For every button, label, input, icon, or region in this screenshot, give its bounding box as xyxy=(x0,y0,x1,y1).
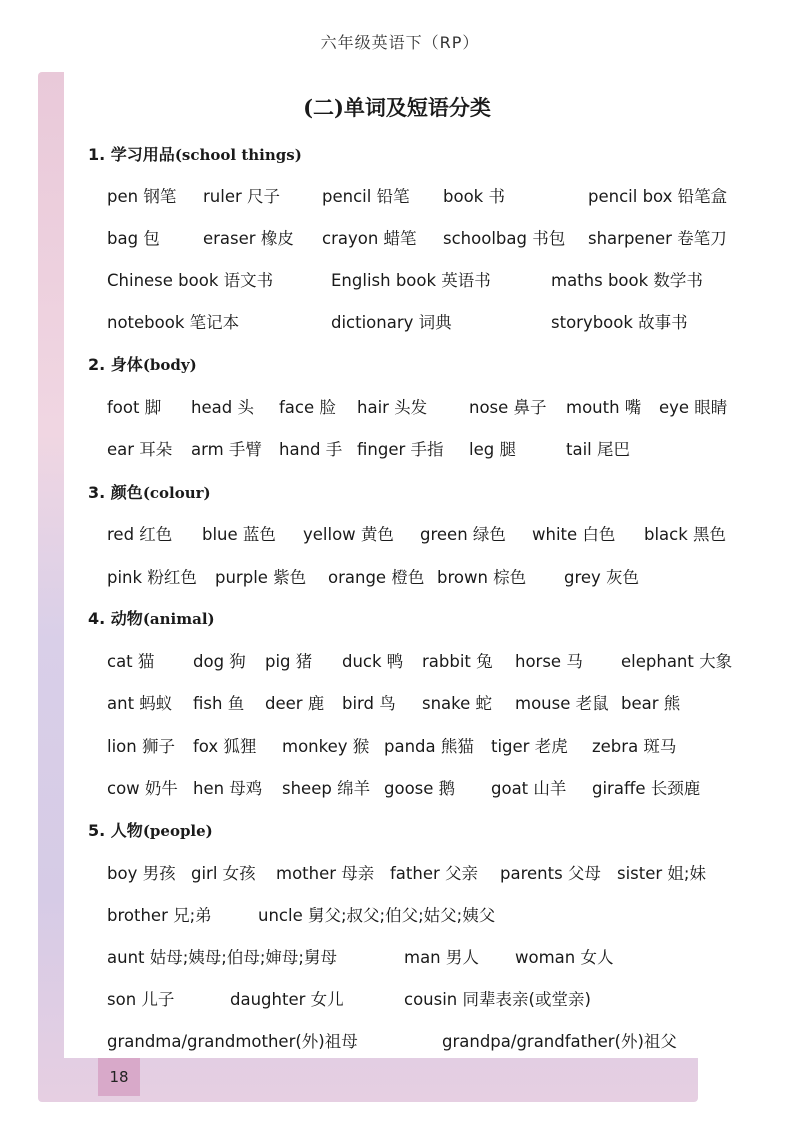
word-item: pig 猪 xyxy=(265,652,313,671)
word-item: foot 脚 xyxy=(107,398,162,417)
word-item: ear 耳朵 xyxy=(107,440,173,459)
word-item: red 红色 xyxy=(107,525,173,544)
word-item: yellow 黄色 xyxy=(303,525,394,544)
word-item: pencil 铅笔 xyxy=(322,187,410,206)
word-item: brown 棕色 xyxy=(437,568,527,587)
page-number: 18 xyxy=(98,1058,140,1096)
word-item: hen 母鸡 xyxy=(193,779,263,798)
word-item: Chinese book 语文书 xyxy=(107,271,274,290)
word-item: panda 熊猫 xyxy=(384,737,474,756)
word-item: goose 鹅 xyxy=(384,779,456,798)
word-item: woman 女人 xyxy=(515,948,614,967)
word-item: man 男人 xyxy=(404,948,479,967)
word-item: notebook 笔记本 xyxy=(107,313,240,332)
word-item: lion 狮子 xyxy=(107,737,175,756)
word-item: grandpa/grandfather(外)祖父 xyxy=(442,1032,677,1051)
section-heading-people: 5. 人物(people) xyxy=(88,821,213,840)
word-item: head 头 xyxy=(191,398,254,417)
word-item: bag 包 xyxy=(107,229,160,248)
word-item: maths book 数学书 xyxy=(551,271,703,290)
word-item: cat 猫 xyxy=(107,652,155,671)
word-item: deer 鹿 xyxy=(265,694,325,713)
word-item: pen 钢笔 xyxy=(107,187,177,206)
word-item: schoolbag 书包 xyxy=(443,229,566,248)
word-item: fox 狐狸 xyxy=(193,737,257,756)
word-item: son 儿子 xyxy=(107,990,175,1009)
word-item: nose 鼻子 xyxy=(469,398,547,417)
section-heading-animal: 4. 动物(animal) xyxy=(88,609,215,628)
word-item: sheep 绵羊 xyxy=(282,779,371,798)
page-header: 六年级英语下（RP） xyxy=(320,33,480,52)
word-item: arm 手臂 xyxy=(191,440,262,459)
word-item: storybook 故事书 xyxy=(551,313,688,332)
word-item: giraffe 长颈鹿 xyxy=(592,779,701,798)
word-item: finger 手指 xyxy=(357,440,444,459)
word-item: dog 狗 xyxy=(193,652,246,671)
word-item: brother 兄;弟 xyxy=(107,906,212,925)
word-item: horse 马 xyxy=(515,652,583,671)
word-item: father 父亲 xyxy=(390,864,479,883)
word-item: zebra 斑马 xyxy=(592,737,677,756)
word-item: mouse 老鼠 xyxy=(515,694,609,713)
word-item: parents 父母 xyxy=(500,864,601,883)
word-item: dictionary 词典 xyxy=(331,313,452,332)
section-heading-school-things: 1. 学习用品(school things) xyxy=(88,145,302,164)
word-item: hair 头发 xyxy=(357,398,428,417)
word-item: leg 腿 xyxy=(469,440,516,459)
word-item: eye 眼睛 xyxy=(659,398,728,417)
word-item: face 脸 xyxy=(279,398,336,417)
word-item: monkey 猴 xyxy=(282,737,370,756)
word-item: bear 熊 xyxy=(621,694,681,713)
word-item: white 白色 xyxy=(532,525,616,544)
word-item: goat 山羊 xyxy=(491,779,567,798)
word-item: purple 紫色 xyxy=(215,568,307,587)
word-item: aunt 姑母;姨母;伯母;婶母;舅母 xyxy=(107,948,337,967)
word-item: boy 男孩 xyxy=(107,864,176,883)
word-item: ant 蚂蚁 xyxy=(107,694,173,713)
word-item: tiger 老虎 xyxy=(491,737,568,756)
word-item: hand 手 xyxy=(279,440,343,459)
word-item: daughter 女儿 xyxy=(230,990,344,1009)
word-item: pencil box 铅笔盒 xyxy=(588,187,728,206)
word-item: crayon 蜡笔 xyxy=(322,229,417,248)
word-item: cow 奶牛 xyxy=(107,779,178,798)
word-item: cousin 同辈表亲(或堂亲) xyxy=(404,990,591,1009)
word-item: bird 鸟 xyxy=(342,694,396,713)
word-item: ruler 尺子 xyxy=(203,187,281,206)
word-item: green 绿色 xyxy=(420,525,506,544)
word-item: book 书 xyxy=(443,187,505,206)
word-item: fish 鱼 xyxy=(193,694,245,713)
word-item: pink 粉红色 xyxy=(107,568,197,587)
word-item: sharpener 卷笔刀 xyxy=(588,229,727,248)
word-item: mouth 嘴 xyxy=(566,398,642,417)
page-title: (二)单词及短语分类 xyxy=(303,95,491,120)
word-item: English book 英语书 xyxy=(331,271,491,290)
word-item: grandma/grandmother(外)祖母 xyxy=(107,1032,358,1051)
word-item: mother 母亲 xyxy=(276,864,375,883)
word-item: elephant 大象 xyxy=(621,652,733,671)
word-item: blue 蓝色 xyxy=(202,525,276,544)
word-item: orange 橙色 xyxy=(328,568,425,587)
section-heading-colour: 3. 颜色(colour) xyxy=(88,483,211,502)
word-item: girl 女孩 xyxy=(191,864,256,883)
word-item: grey 灰色 xyxy=(564,568,640,587)
word-item: uncle 舅父;叔父;伯父;姑父;姨父 xyxy=(258,906,496,925)
word-item: duck 鸭 xyxy=(342,652,404,671)
word-item: rabbit 兔 xyxy=(422,652,493,671)
word-item: snake 蛇 xyxy=(422,694,493,713)
word-item: eraser 橡皮 xyxy=(203,229,294,248)
word-item: black 黑色 xyxy=(644,525,727,544)
word-item: tail 尾巴 xyxy=(566,440,630,459)
word-item: sister 姐;妹 xyxy=(617,864,706,883)
section-heading-body: 2. 身体(body) xyxy=(88,355,197,374)
